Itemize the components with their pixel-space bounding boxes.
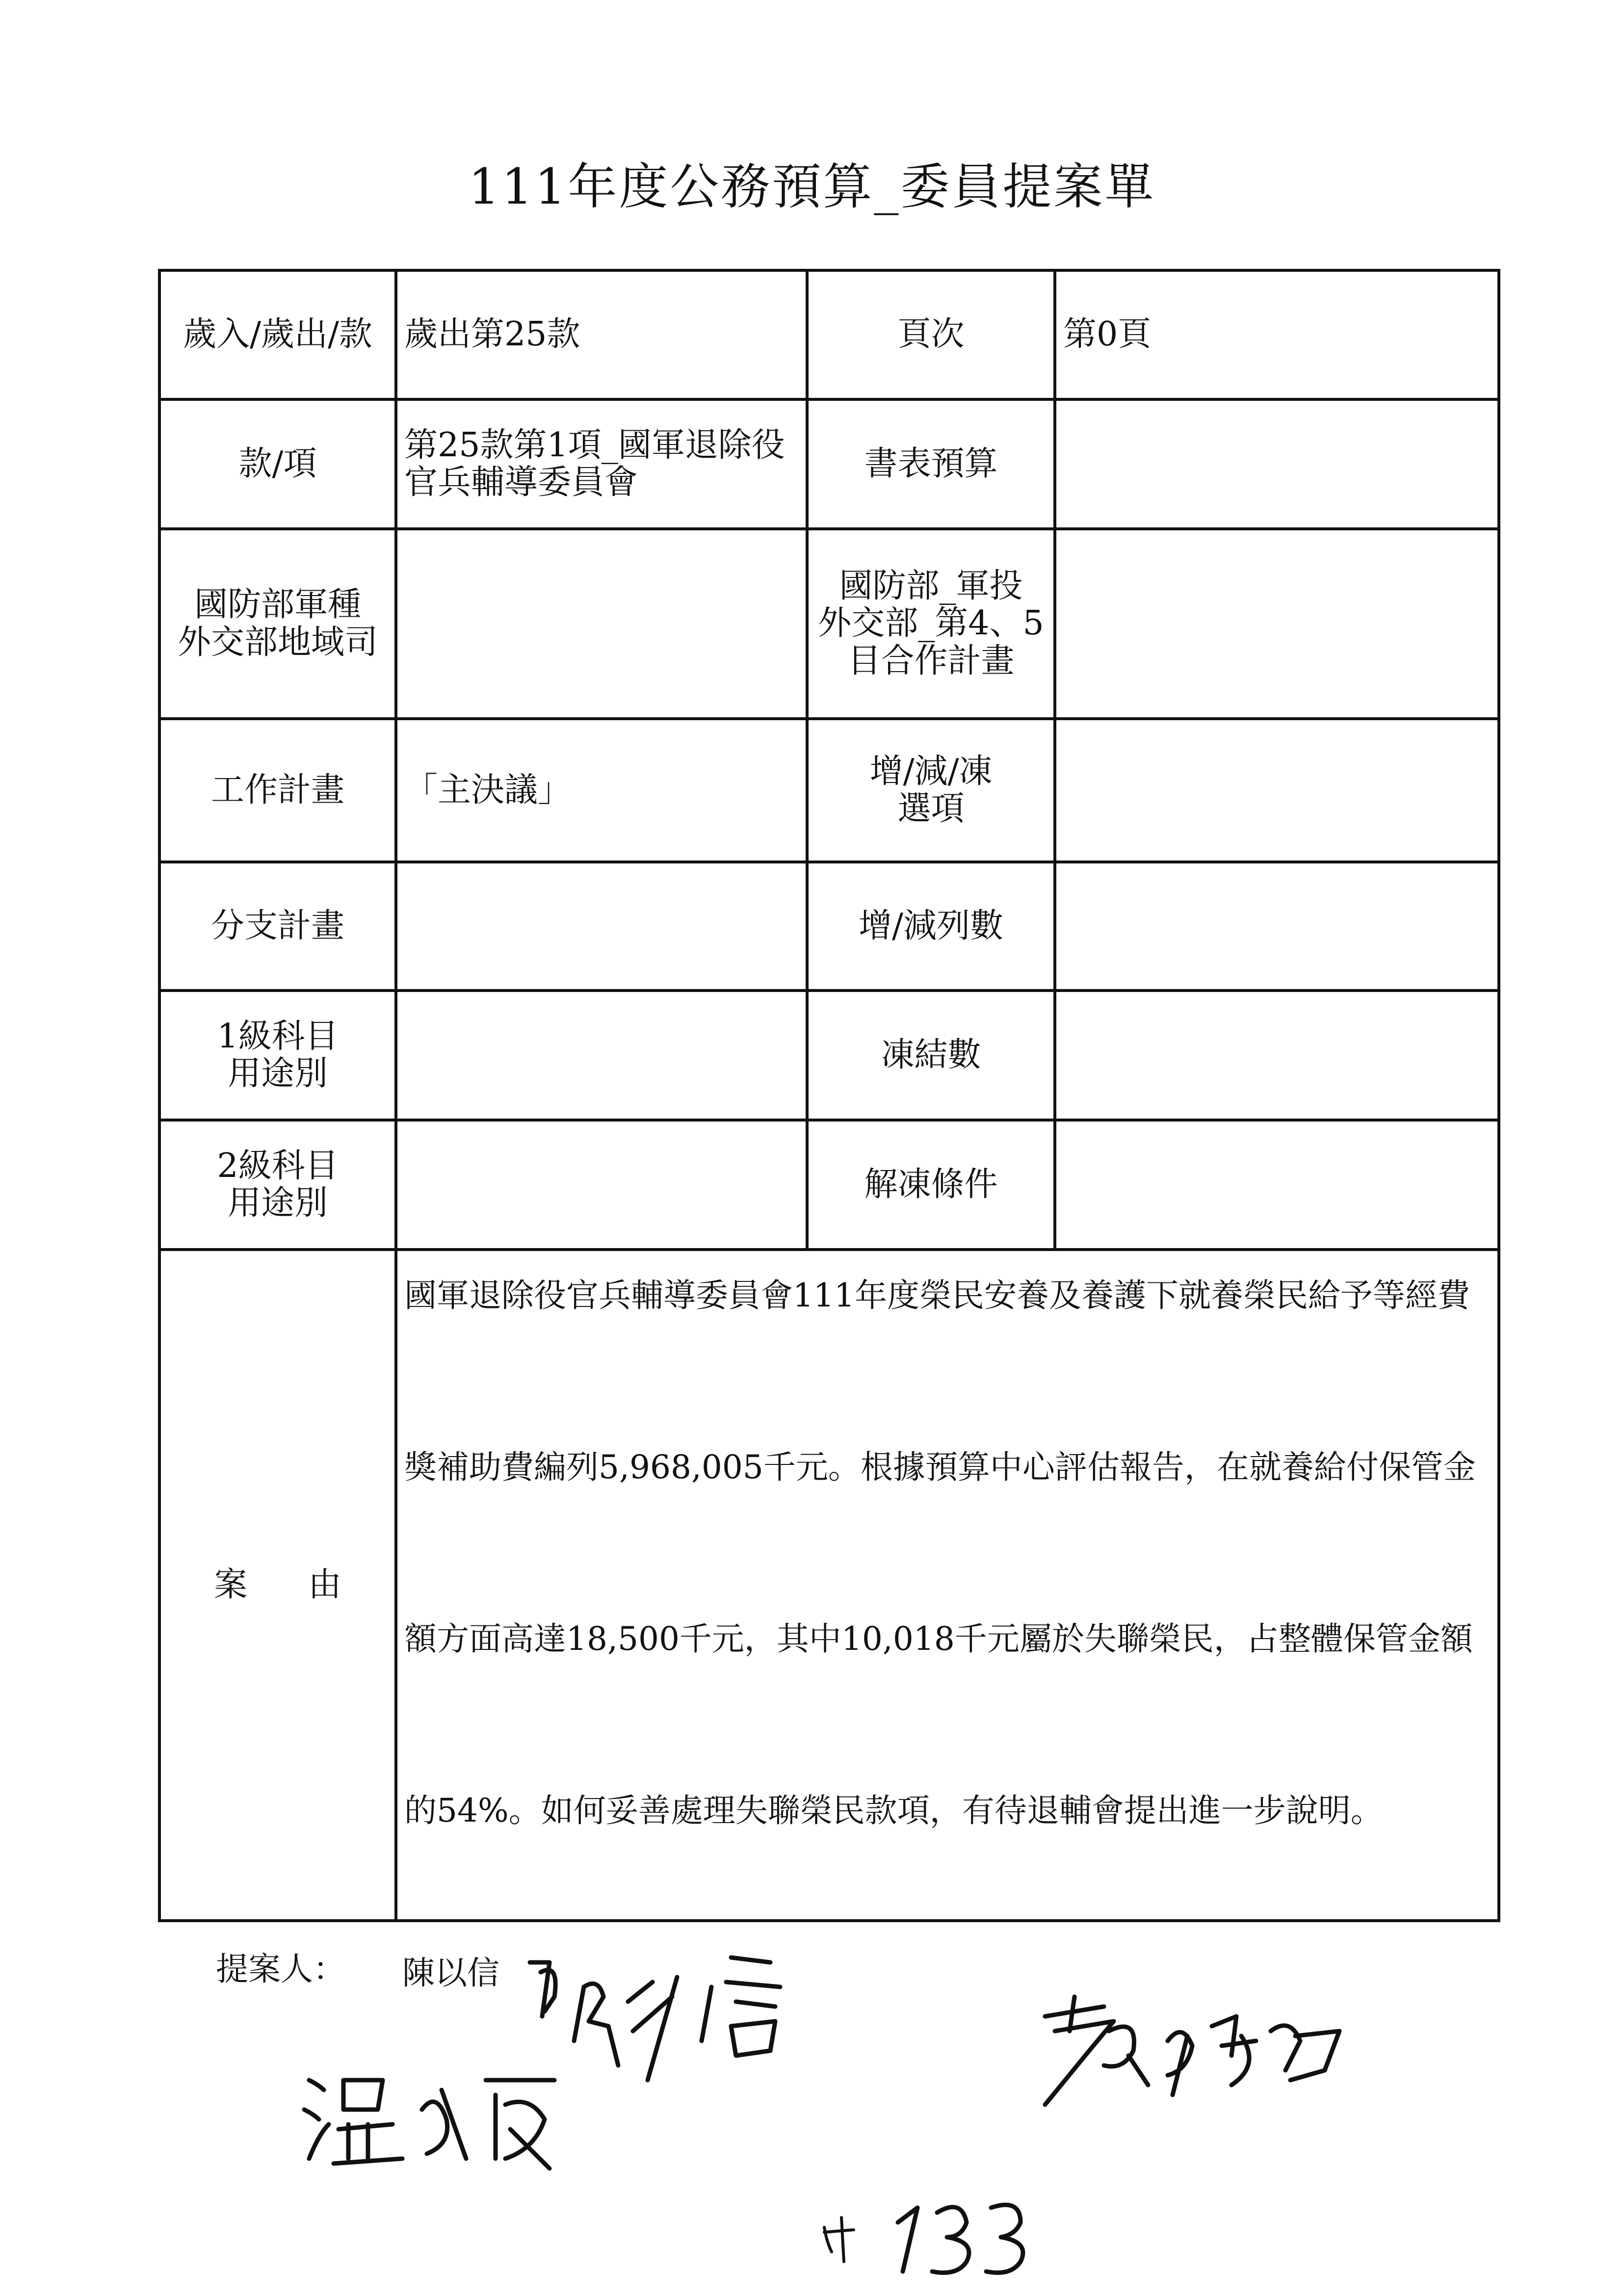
label-page-number: 頁次 [807, 270, 1055, 399]
label-adjust-option: 增/減/凍 選項 [807, 719, 1055, 862]
value-frozen-amount [1055, 991, 1499, 1120]
value-budget-type: 歲出第25款 [396, 270, 807, 399]
value-reason [396, 1250, 1499, 1921]
value-page-number: 第0頁 [1055, 270, 1499, 399]
form-row-work-plan [159, 719, 1499, 862]
signature-wen [299, 2061, 574, 2178]
value-adjust-amount [1055, 862, 1499, 991]
label-section-item: 款/項 [159, 399, 396, 529]
label-defense-foreign: 國防部軍種 外交部地域司 [159, 529, 396, 719]
proposer-label: 提案人： [216, 1950, 345, 1988]
proposer-name: 陳以信 [402, 1954, 499, 1992]
value-defense-foreign [396, 529, 807, 719]
label-reason-text: 案由 [214, 1565, 341, 1604]
form-row-defense-foreign [159, 529, 1499, 719]
label-level1-subject: 1級科目 用途別 [159, 991, 396, 1120]
signature-lai [1025, 1987, 1369, 2114]
value-section-item: 第25款第1項_國軍退除役官兵輔導委員會 [396, 399, 807, 529]
value-statement-budget [1055, 399, 1499, 529]
form-row-budget-type [159, 270, 1499, 399]
label-budget-type: 歲入/歲出/款 [159, 270, 396, 399]
label-reason [159, 1250, 396, 1921]
form-row-level1-subject [159, 991, 1499, 1120]
form-row-reason [159, 1250, 1499, 1921]
form-row-section-item [159, 399, 1499, 529]
value-work-plan: 「主決議」 [396, 719, 807, 862]
label-statement-budget: 書表預算 [807, 399, 1055, 529]
proposal-form-table [158, 269, 1500, 1922]
label-cooperation-plan: 國防部_軍投 外交部_第4、5 目合作計畫 [807, 529, 1055, 719]
label-branch-plan: 分支計畫 [159, 862, 396, 991]
handwritten-page-number [814, 2188, 1040, 2281]
form-row-branch-plan [159, 862, 1499, 991]
value-level1-subject [396, 991, 807, 1120]
label-frozen-amount: 凍結數 [807, 991, 1055, 1120]
value-adjust-option [1055, 719, 1499, 862]
value-cooperation-plan [1055, 529, 1499, 719]
reason-text: 國軍退除役官兵輔導委員會111年度榮民安養及養護下就養榮民給予等經費獎補助費編列5,968,005千元。根據預算中心評估報告，在就養給付保管金額方面高達18,500千元，其中10,018千元屬於失聯榮民，占整體保管金額的54%。如何妥善處理失聯榮民款項，有待退輔會提出進一步說明。 [404, 1277, 1476, 1829]
label-unfreeze-conditions: 解凍條件 [807, 1120, 1055, 1250]
value-branch-plan [396, 862, 807, 991]
label-work-plan: 工作計畫 [159, 719, 396, 862]
label-level2-subject: 2級科目 用途別 [159, 1120, 396, 1250]
document-title: 111年度公務預算_委員提案單 [468, 158, 1156, 215]
label-adjust-amount: 增/減列數 [807, 862, 1055, 991]
